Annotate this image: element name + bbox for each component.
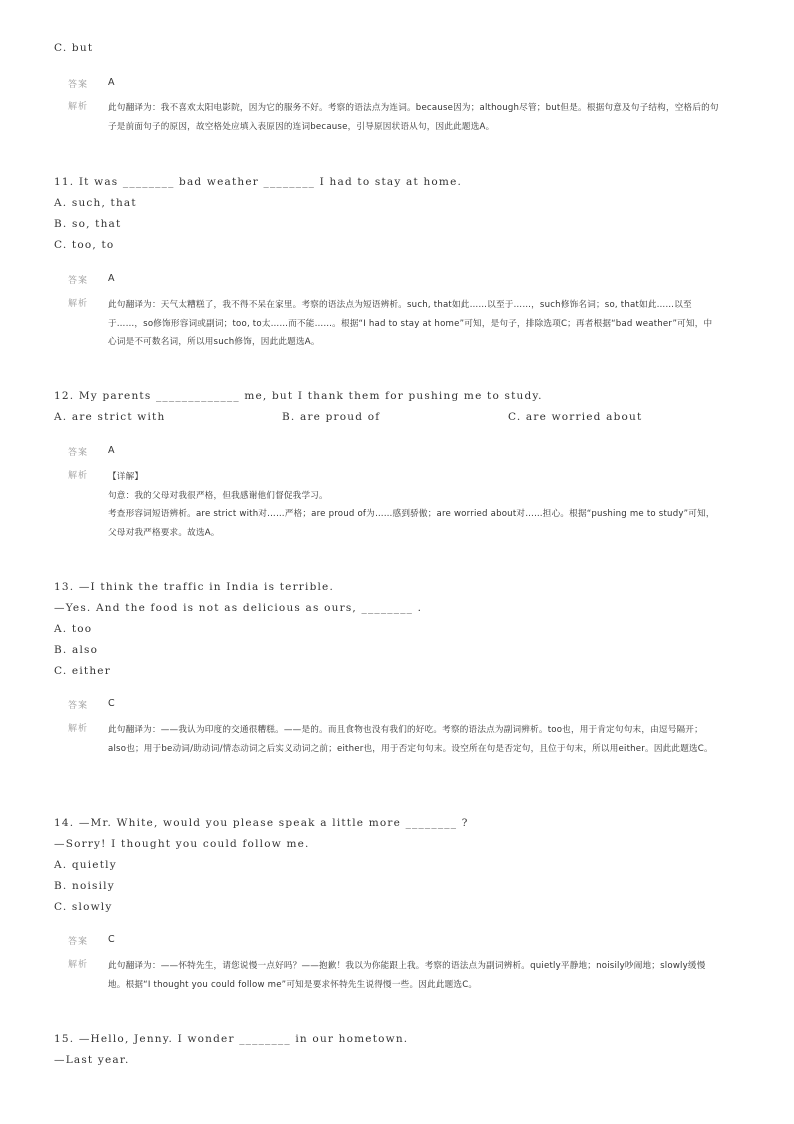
answer-label: 答案 bbox=[68, 448, 89, 458]
prev-option-c: C. but bbox=[54, 42, 94, 54]
option-a: A. quietly bbox=[54, 859, 117, 871]
analysis-text: 此句翻译为：——怀特先生，请您说慢一点好吗？——抱歉！我以为你能跟上我。考察的语法点为副词辨析。quietly平静地；noisily吵闹地；slowly缓慢地。根据“I thought you could follow me”可知是要求怀特先生说得慢一些。因此此题选C。 bbox=[108, 961, 706, 990]
question-stem: 11. It was ________ bad weather ________ I had to stay at home. bbox=[54, 176, 463, 188]
answer-label: 答案 bbox=[68, 80, 89, 90]
option-c: C. either bbox=[54, 665, 111, 677]
question-stem-reply: —Sorry! I thought you could follow me. bbox=[54, 838, 310, 850]
analysis-text: 此句翻译为：我不喜欢太阳电影院，因为它的服务不好。考察的语法点为连词。because因为；although尽管；but但是。根据句意及句子结构，空格后的句子是前面句子的原因，故空格处应填入表原因的连词because，引导原因状语从句，因此此题选A。 bbox=[108, 103, 719, 132]
answer-label: 答案 bbox=[68, 701, 89, 711]
answer-value: C bbox=[108, 934, 115, 945]
option-a: A. such, that bbox=[54, 197, 137, 209]
q14-answer bbox=[68, 934, 115, 947]
question-stem: 15. —Hello, Jenny. I wonder ________ in our hometown. bbox=[54, 1033, 409, 1045]
analysis-title: 【详解】 bbox=[108, 472, 144, 482]
q14-analysis bbox=[68, 957, 720, 994]
option-c: C. too, to bbox=[54, 239, 115, 251]
question-12 bbox=[54, 386, 642, 428]
answer-label: 答案 bbox=[68, 937, 89, 947]
question-stem: 12. My parents _____________ me, but I thank them for pushing me to study. bbox=[54, 390, 543, 402]
analysis-label: 解析 bbox=[68, 102, 89, 112]
prev-answer bbox=[68, 77, 115, 90]
option-a: A. too bbox=[54, 623, 93, 635]
q13-analysis bbox=[68, 721, 720, 758]
analysis-text: 此句翻译为：——我认为印度的交通很糟糕。——是的。而且食物也没有我们的好吃。考察的语法点为副词辨析。too也，用于肯定句句末，由逗号隔开；also也；用于be动词/助动词/情态动词之后实义动词之前；either也，用于否定句句末。设空所在句是否定句，且位于句末，所以用either。因此此题选C。 bbox=[108, 725, 713, 754]
question-stem: 14. —Mr. White, would you please speak a little more ________ ? bbox=[54, 817, 469, 829]
q13-answer bbox=[68, 698, 115, 711]
answer-value: A bbox=[108, 273, 115, 284]
analysis-label: 解析 bbox=[68, 299, 89, 309]
prev-question bbox=[54, 38, 93, 59]
option-c: C. slowly bbox=[54, 901, 113, 913]
option-b: B. are proud of bbox=[282, 411, 381, 423]
question-14 bbox=[54, 813, 469, 918]
question-13 bbox=[54, 577, 422, 682]
analysis-label: 解析 bbox=[68, 724, 89, 734]
analysis-text bbox=[108, 468, 720, 542]
q11-answer bbox=[68, 273, 115, 286]
question-stem-reply: —Yes. And the food is not as delicious as ours, ________ . bbox=[54, 602, 423, 614]
q11-analysis bbox=[68, 296, 720, 352]
analysis-meaning: 句意：我的父母对我很严格，但我感谢他们督促我学习。 bbox=[108, 490, 328, 501]
answer-value: A bbox=[108, 77, 115, 88]
option-c: C. are worried about bbox=[508, 411, 643, 423]
answer-value: A bbox=[108, 445, 115, 456]
analysis-body: 考查形容词短语辨析。are strict with对……严格；are proud of为……感到骄傲；are worried about对……担心。根据“pushing me to study”可知，父母对我严格要求。故选A。 bbox=[108, 509, 715, 538]
answer-label: 答案 bbox=[68, 276, 89, 286]
q12-answer bbox=[68, 445, 115, 458]
option-a: A. are strict with bbox=[54, 411, 166, 423]
q12-analysis bbox=[68, 468, 720, 542]
analysis-text: 此句翻译为：天气太糟糕了，我不得不呆在家里。考察的语法点为短语辨析。such, that如此……以至于……，such修饰名词；so, that如此……以至于……，so修饰形容词或副词；too, to太……而不能……。根据“I had to stay at home”可知，是句子，排除选项C；再者根据“bad weather”可知，中心词是不可数名词，所以用such修饰，因此此题选A。 bbox=[108, 300, 713, 347]
prev-analysis bbox=[68, 99, 720, 136]
options-row bbox=[54, 407, 642, 428]
option-b: B. noisily bbox=[54, 880, 115, 892]
analysis-label: 解析 bbox=[68, 471, 89, 481]
analysis-label: 解析 bbox=[68, 960, 89, 970]
answer-value: C bbox=[108, 698, 115, 709]
question-11 bbox=[54, 172, 462, 256]
option-b: B. so, that bbox=[54, 218, 122, 230]
question-15 bbox=[54, 1029, 408, 1071]
option-b: B. also bbox=[54, 644, 99, 656]
question-stem: 13. —I think the traffic in India is terrible. bbox=[54, 581, 334, 593]
question-stem-reply: —Last year. bbox=[54, 1054, 130, 1066]
